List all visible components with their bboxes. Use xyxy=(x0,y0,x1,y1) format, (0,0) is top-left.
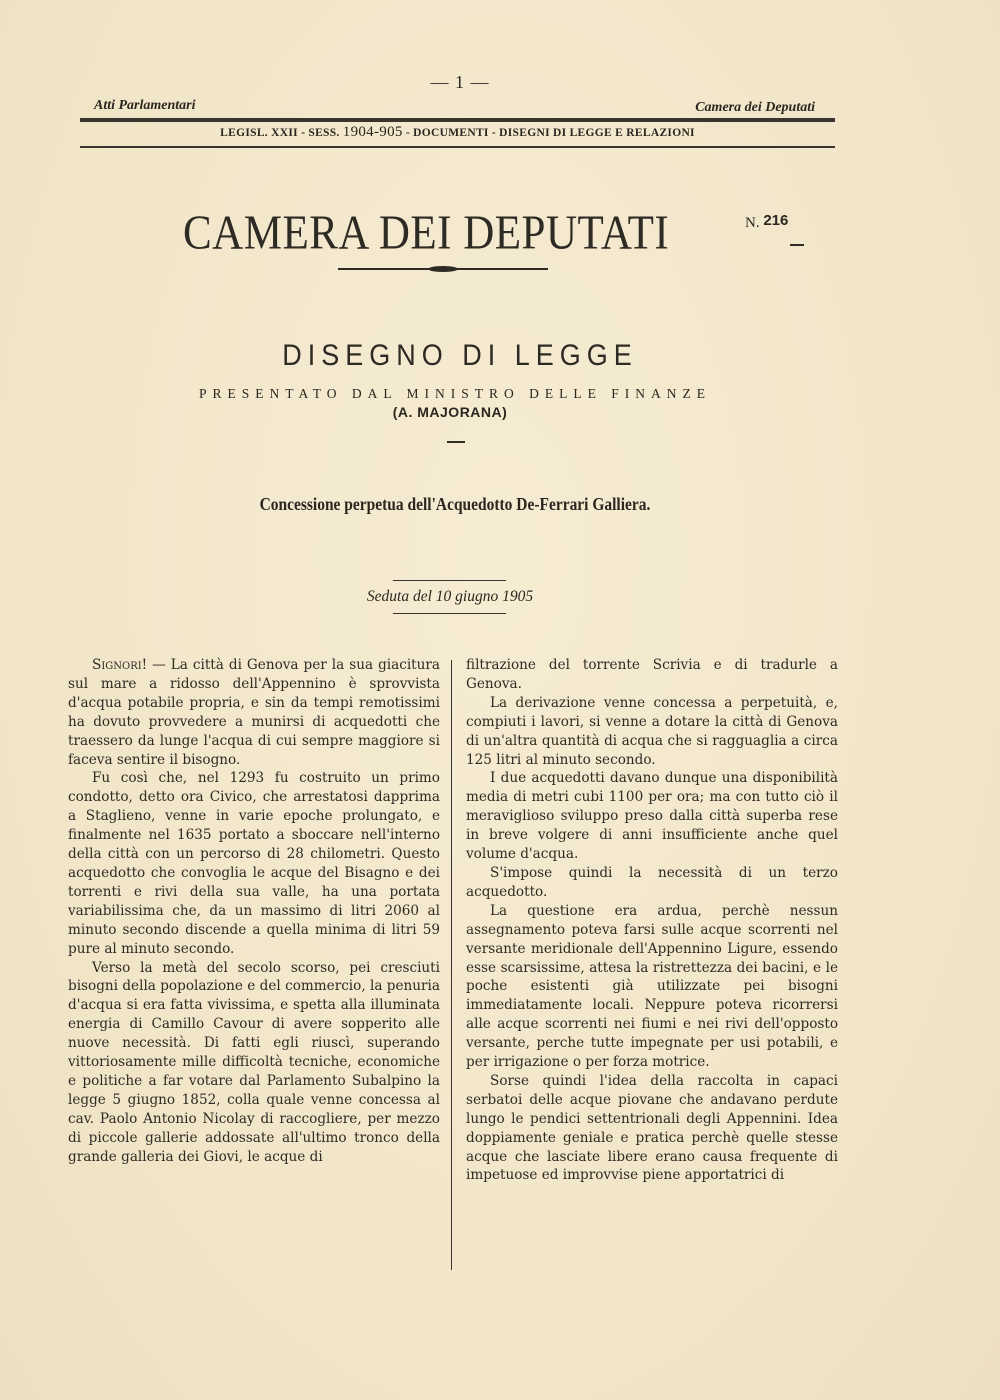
paragraph: La derivazione venne concessa a perpetuità, e, compiuti i lavori, si venne a dotare la città di Genova di un'altra quantità di acqua che si ragguaglia a circa 125 litri al minuto secondo. xyxy=(466,694,838,768)
ornament-center xyxy=(428,266,458,272)
paragraph: S'impose quindi la necessità di un terzo acquedotto. xyxy=(466,864,838,900)
chamber-title: CAMERA DEI DEPUTATI xyxy=(183,207,670,260)
paragraph xyxy=(68,656,440,769)
running-head-right: Camera dei Deputati xyxy=(695,100,815,115)
paragraph: Verso la metà del secolo scorso, pei cresciuti bisogni della popolazione e del commercio, la penuria d'acqua si era fatta vivissima, e spetta alla illuminata energia di Camillo Cavour di avere sopperito alle nuove necessità. Di fatti egli riuscì, superando vittoriosamente mille difficoltà tecniche, economiche e politiche a far votare dal Parlamento Subalpino la legge 5 giugno 1852, colla quale venne concessa al cav. Paolo Antonio Nicolay di raccogliere, per mezzo di piccole gallerie addossate all'ultimo tronco della grande galleria dei Giovi, le acque di xyxy=(68,959,440,1165)
session-rule-top xyxy=(393,580,506,581)
document-number-prefix: N. xyxy=(745,215,760,231)
paragraph: I due acquedotti davano dunque una disponibilità media di metri cubi 1100 per ora; ma con tutto ciò il meraviglioso sviluppo preso dalla città superba rese in breve volgere di anni insufficiente anche quel volume d'acqua. xyxy=(466,770,838,863)
bill-heading: DISEGNO DI LEGGE xyxy=(282,338,638,372)
body-column-right xyxy=(466,656,838,1185)
body-column-left xyxy=(68,656,440,1166)
presented-by: PRESENTATO DAL MINISTRO DELLE FINANZE xyxy=(199,386,711,401)
document-number-underline xyxy=(790,244,804,246)
ornament-line-left xyxy=(338,268,430,270)
bill-subject: Concessione perpetua dell'Acquedotto De-Ferrari Galliera. xyxy=(259,494,651,514)
session-years: 1904-905 xyxy=(342,124,403,140)
paragraph-text: — La città di Genova per la sua giacitura sul mare a ridosso dell'Appennino è sprovvista d'acqua potabile propria, e sin da tempi remotissimi ha dovuto provvedere a munirsi di acquedotti che traessero da lunge l'acqua di cui sempre maggiore si faceva sentire il bisogno. xyxy=(68,657,440,768)
subhead-prefix: LEGISL. XXII - SESS. xyxy=(220,127,343,139)
subhead-suffix: - DOCUMENTI - DISEGNI DI LEGGE E RELAZIONI xyxy=(402,127,695,139)
salutation: Signori! xyxy=(92,657,148,673)
paragraph: Fu così che, nel 1293 fu costruito un primo condotto, detto ora Civico, che arrestatosi dapprima a Staglieno, venne in varie epoche prolungato, e finalmente nel 1635 portato a sboccare nell'interno della città con un percorso di 28 chilometri. Questo acquedotto che convoglia le acque del Bisagno e dei torrenti e rivi della sua valle, ha una portata variabilissima che, da un massimo di litri 2060 al minuto secondo discende a quella minima di litri 59 pure al minuto secondo. xyxy=(68,770,440,957)
page-number: — 1 — xyxy=(430,72,490,92)
document-number xyxy=(745,212,788,232)
running-head-left: Atti Parlamentari xyxy=(94,98,196,113)
paragraph: Sorse quindi l'idea della raccolta in capaci serbatoi delle acque piovane che andavano perdute lungo le pendici settentrionali degli Appennini. Idea doppiamente geniale e pratica perchè quelle stesse acque che lasciate libere erano causa frequente di impetuose ed improvvise piene apportatrici di xyxy=(466,1072,838,1184)
running-head xyxy=(80,98,835,120)
paragraph: La questione era ardua, perchè nessun assegnamento poteva farsi sulle acque scorrenti nel versante meridionale dell'Appennino Ligure, essendo esse scarsissime, attesa la ristrettezza dei bacini, e le poche esistenti già utilizzate pei bisogni immediatamente locali. Neppure poteva ricorrersi alle acque scorrenti nei fiumi e nei rivi dell'opposto versante, perche tutte impegnate per usi potabili, e per irrigazione o per forza motrice. xyxy=(466,902,838,1071)
header-rule-thick xyxy=(80,118,835,122)
session-rule-bottom xyxy=(393,613,506,614)
ornament-line-right xyxy=(456,268,548,270)
header-rule-thin xyxy=(80,146,835,148)
paragraph: filtrazione del torrente Scrivia e di tradurle a Genova. xyxy=(466,657,838,692)
document-number-value: 216 xyxy=(763,212,789,229)
session-date: Seduta del 10 giugno 1905 xyxy=(366,588,534,605)
legislature-subhead xyxy=(80,124,835,141)
separator-dash xyxy=(447,441,465,443)
minister-name: (A. MAJORANA) xyxy=(392,404,508,420)
column-divider xyxy=(451,660,452,1270)
ornament-rule-icon xyxy=(338,266,548,272)
